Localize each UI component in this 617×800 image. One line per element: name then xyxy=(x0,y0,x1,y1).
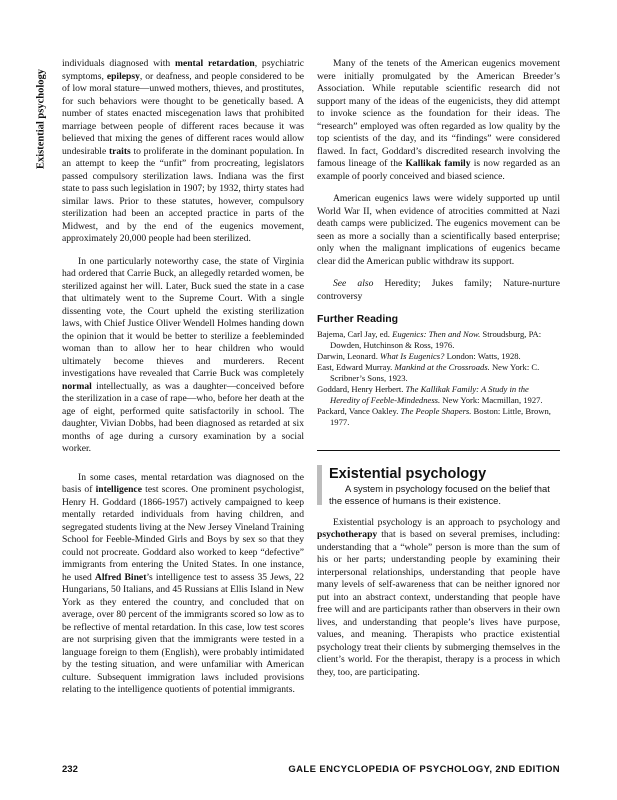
page-footer xyxy=(62,764,560,778)
term-link: intelligence xyxy=(95,484,142,495)
entry-marker-bar xyxy=(317,465,322,505)
left-column xyxy=(62,58,304,707)
running-head xyxy=(34,64,48,174)
entry-definition: A system in psychology focused on the belief that the essence of humans is their existence. xyxy=(329,482,550,506)
term-link: Kallikak family xyxy=(405,158,471,169)
paragraph: In some cases, mental retardation was diagnosed on the basis of intelligence test scores. One prominent psychologist, Henry H. Goddard (1866-1957) actively campaigned to keep mentally retarded individuals from having children, and segregated students living at the New Jersey Vineland Training School for Feeble-Minded Girls and Boys by sex so that they could not procreate. Goddard also worked to keep “defective” immigrants from entering the United States. In one instance, he used Alfred Binet’s intelligence test to assess 35 Jews, 22 Hungarians, 50 Italians, and 45 Russians at Ellis Island in New York as they entered the country, and concluded that on average, over 80 percent of the immigrants scored so low as to be reflective of mental retardation. In this case, low test scores are not surprising given that the immigrants were tested in a language foreign to them (English), were probably intimidated by the testing situation, and were unfamiliar with American culture. Subsequent immigration laws included provisions relating to the intelligence quotients of potential immigrants. xyxy=(62,471,304,695)
paragraph: individuals diagnosed with mental retardation, psychiatric symptoms, epilepsy, or deafness, and people considered to be of low moral stature—unwed mothers, thieves, and prostitutes, for such behaviors were thought to be genetically based. A number of states enacted miscegenation laws that prohibited marriage between people of different races because it was believed that mixing the genes of different races would allow undesirable traits to proliferate in the dominant population. In an attempt to keep the “unfit” from procreating, legislators passed compulsory sterilization laws. Indiana was the first state to pass such legislation in 1907; by 1932, thirty states had similar laws. Prior to these statutes, however, compulsory sterilization had been an accepted practice in parts of the Midwest, and by the end of the eugenics movement, approximately 20,000 people had been sterilized. xyxy=(62,58,305,244)
book-title: GALE ENCYCLOPEDIA OF PSYCHOLOGY, 2ND EDITION xyxy=(288,764,560,775)
paragraph: Existential psychology is an approach to psychology and psychotherapy that is based on several premises, including: understanding that a “whole” person is more than the sum of his or her parts; understanding people by examining their interpersonal relationships, understanding that people have many levels of self-awareness that can be neither ignored nor put into an abstract context, understanding that people have free will and are participants rather than observers in their own lives, and understanding that people’s lives have purpose, values, and meaning. Therapists who practice existential psychology treat their clients by submerging themselves in the client’s world. For the therapist, therapy is a process in which they, too, are participating. xyxy=(317,516,560,678)
reference-list xyxy=(317,329,560,428)
reference-item: Darwin, Leonard. What Is Eugenics? London: Watts, 1928. xyxy=(317,350,521,361)
term-link: Alfred Binet xyxy=(94,571,147,583)
see-also: See also Heredity; Jukes family; Nature-nurture controversy xyxy=(317,278,560,302)
page-number: 232 xyxy=(62,764,78,775)
see-also-label: See also xyxy=(333,278,374,289)
entry-header xyxy=(317,465,560,507)
reference-item: Bajema, Carl Jay, ed. Eugenics: Then and Now. Stroudsburg, PA: Dowden, Hutchinson & Ross, 1976. xyxy=(317,328,542,350)
running-head-text: Existential psychology xyxy=(35,68,47,170)
term-link: traits xyxy=(108,145,131,157)
term-link: normal xyxy=(62,380,92,392)
paragraph: Many of the tenets of the American eugenics movement were initially promulgated by the American Breeder’s Association. While reputable scientific research did not support many of the ideas of the eugenicists, they did attempt to invoke science as the foundation for their ideas. The “research” employed was often regarded as low quality by the top scientists of the day, and its “findings” were considered flawed. In fact, Goddard’s discredited research involving the famous lineage of the Kallikak family is now regarded as an example of poorly conceived and biased science. xyxy=(317,58,561,182)
reference-item: Packard, Vance Oakley. The People Shapers. Boston: Little, Brown, 1977. xyxy=(317,405,551,427)
term-link: epilepsy xyxy=(106,70,140,82)
paragraph: In one particularly noteworthy case, the state of Virginia had ordered that Carrie Buck, an allegedly retarded women, be sterilized against her will. Later, Buck sued the state in a case that ultimately went to the Supreme Court. With a single dissenting vote, the Court upheld the existing sterilization laws, with Chief Justice Oliver Wendell Holmes handing down the opinion that it would be better to sterilize a feebleminded woman than to allow her to hear children who would ultimately become thieves and murderers. Recent investigations have revealed that Carrie Buck was completely normal intellectually, as was a daughter—conceived before the sterilization in a case of rape—who, before her death at the age of eight, performed quite satisfactorily in school. The daughter, Vivian Dobbs, had been diagnosed as retarded at six months of age during a cursory examination by a social worker. xyxy=(62,255,304,454)
entry-title: Existential psychology xyxy=(329,465,487,482)
term-link: psychotherapy xyxy=(317,529,378,540)
right-column xyxy=(317,58,560,689)
entry-divider xyxy=(317,450,560,451)
term-link: mental retardation xyxy=(174,58,255,69)
reference-item: East, Edward Murray. Mankind at the Crossroads. New York: C. Scribner’s Sons, 1923. xyxy=(317,361,540,383)
reference-item: Goddard, Henry Herbert. The Kallikak Family: A Study in the Heredity of Feeble-Mindedness. New York: Macmillan, 1927. xyxy=(317,383,543,405)
paragraph: American eugenics laws were widely supported up until World War II, when evidence of atrocities committed at Nazi death camps were publicized. The eugenics movement can be seen as more a socially than a scientifically based enterprise; only when the malignant implications of eugenics became clear did the American public withdraw its support. xyxy=(317,193,560,267)
further-reading-heading: Further Reading xyxy=(317,313,399,325)
